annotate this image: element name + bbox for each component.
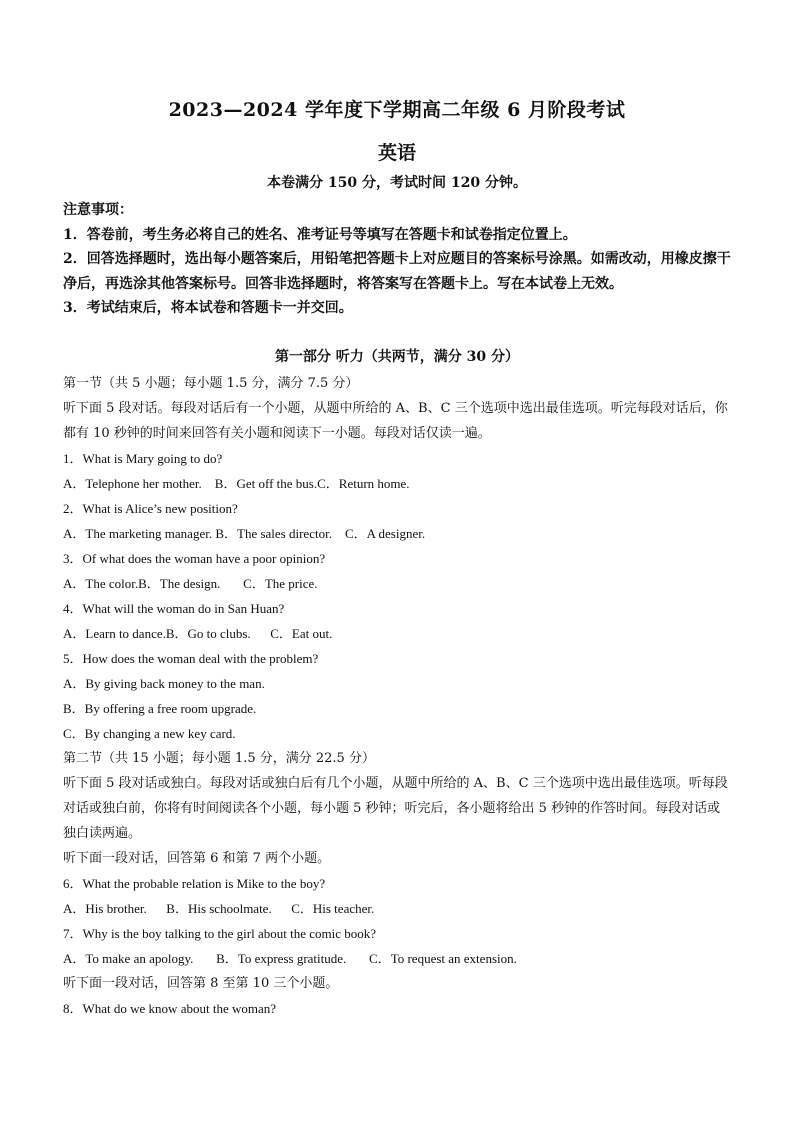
question-5-option-a: A．By giving back money to the man. xyxy=(63,676,265,691)
question-5-option-b: B．By offering a free room upgrade. xyxy=(63,701,257,716)
dialog-6-7-instruction: 听下面一段对话，回答第 6 和第 7 两个小题。 xyxy=(63,851,331,866)
question-8: 8．What do we know about the woman? xyxy=(63,1001,277,1016)
question-6: 6．What the probable relation is Mike to the boy? xyxy=(63,876,326,891)
question-4-options: A．Learn to dance.B．Go to clubs. C．Eat out. xyxy=(63,626,333,641)
question-3-options: A．The color.B．The design. C．The price. xyxy=(63,576,318,591)
dialog-8-10-instruction: 听下面一段对话，回答第 8 至第 10 三个小题。 xyxy=(63,976,339,991)
note-item-1: 1．答卷前，考生务必将自己的姓名、准考证号等填写在答题卡和试卷指定位置上。 xyxy=(63,226,577,243)
section1-instructions: 听下面 5 段对话。每段对话后有一个小题，从题中所给的 A、B、C 三个选项中选出最佳选项。听完每段对话后，你都有 10 秒钟的时间来回答有关小题和阅读下一小题。每段对话仅读一遍。 xyxy=(63,401,728,441)
section2-instructions: 听下面 5 段对话或独白。每段对话或独白后有几个小题，从题中所给的 A、B、C 三个选项中选出最佳选项。听每段对话或独白前，你将有时间阅读各个小题，每小题 5 秒钟；听完后，各小题将给出 5 秒钟的作答时间。每段对话或独白读两遍。 xyxy=(63,776,728,841)
score-time-line: 本卷满分 150 分，考试时间 120 分钟。 xyxy=(267,175,527,191)
question-5-option-c: C．By changing a new key card. xyxy=(63,726,236,741)
question-2-options: A．The marketing manager. B．The sales director. C．A designer. xyxy=(63,526,426,541)
subject-title: 英语 xyxy=(377,142,416,164)
part1-title: 第一部分 听力（共两节，满分 30 分） xyxy=(274,349,520,365)
question-4: 4．What will the woman do in San Huan? xyxy=(63,601,285,616)
question-6-options: A．His brother. B．His schoolmate. C．His teacher. xyxy=(63,901,375,916)
question-5: 5．How does the woman deal with the problem? xyxy=(63,651,319,666)
notes-block xyxy=(63,198,731,321)
section2-heading: 第二节（共 15 小题；每小题 1.5 分，满分 22.5 分） xyxy=(63,751,375,766)
question-2: 2．What is Alice’s new position? xyxy=(63,501,238,516)
question-1-options: A．Telephone her mother. B．Get off the bus.C．Return home. xyxy=(63,476,410,491)
exam-title: 2023—2024 学年度下学期高二年级 6 月阶段考试 xyxy=(168,99,626,121)
question-1: 1．What is Mary going to do? xyxy=(63,451,223,466)
note-item-3: 3．考试结束后，将本试卷和答题卡一并交回。 xyxy=(63,300,353,316)
question-7-options: A．To make an apology. B．To express gratitude. C．To request an extension. xyxy=(63,951,517,966)
question-7: 7．Why is the boy talking to the girl about the comic book? xyxy=(63,926,377,941)
section1-heading: 第一节（共 5 小题；每小题 1.5 分，满分 7.5 分） xyxy=(63,376,359,391)
note-item-2: 2．回答选择题时，选出每小题答案后，用铅笔把答题卡上对应题目的答案标号涂黑。如需改动，用橡皮擦干净后，再选涂其他答案标号。回答非选择题时，将答案写在答题卡上。写在本试卷上无效。 xyxy=(63,251,731,292)
question-3: 3．Of what does the woman have a poor opinion? xyxy=(63,551,326,566)
listening-section xyxy=(63,371,733,1021)
notes-heading: 注意事项： xyxy=(63,202,133,218)
